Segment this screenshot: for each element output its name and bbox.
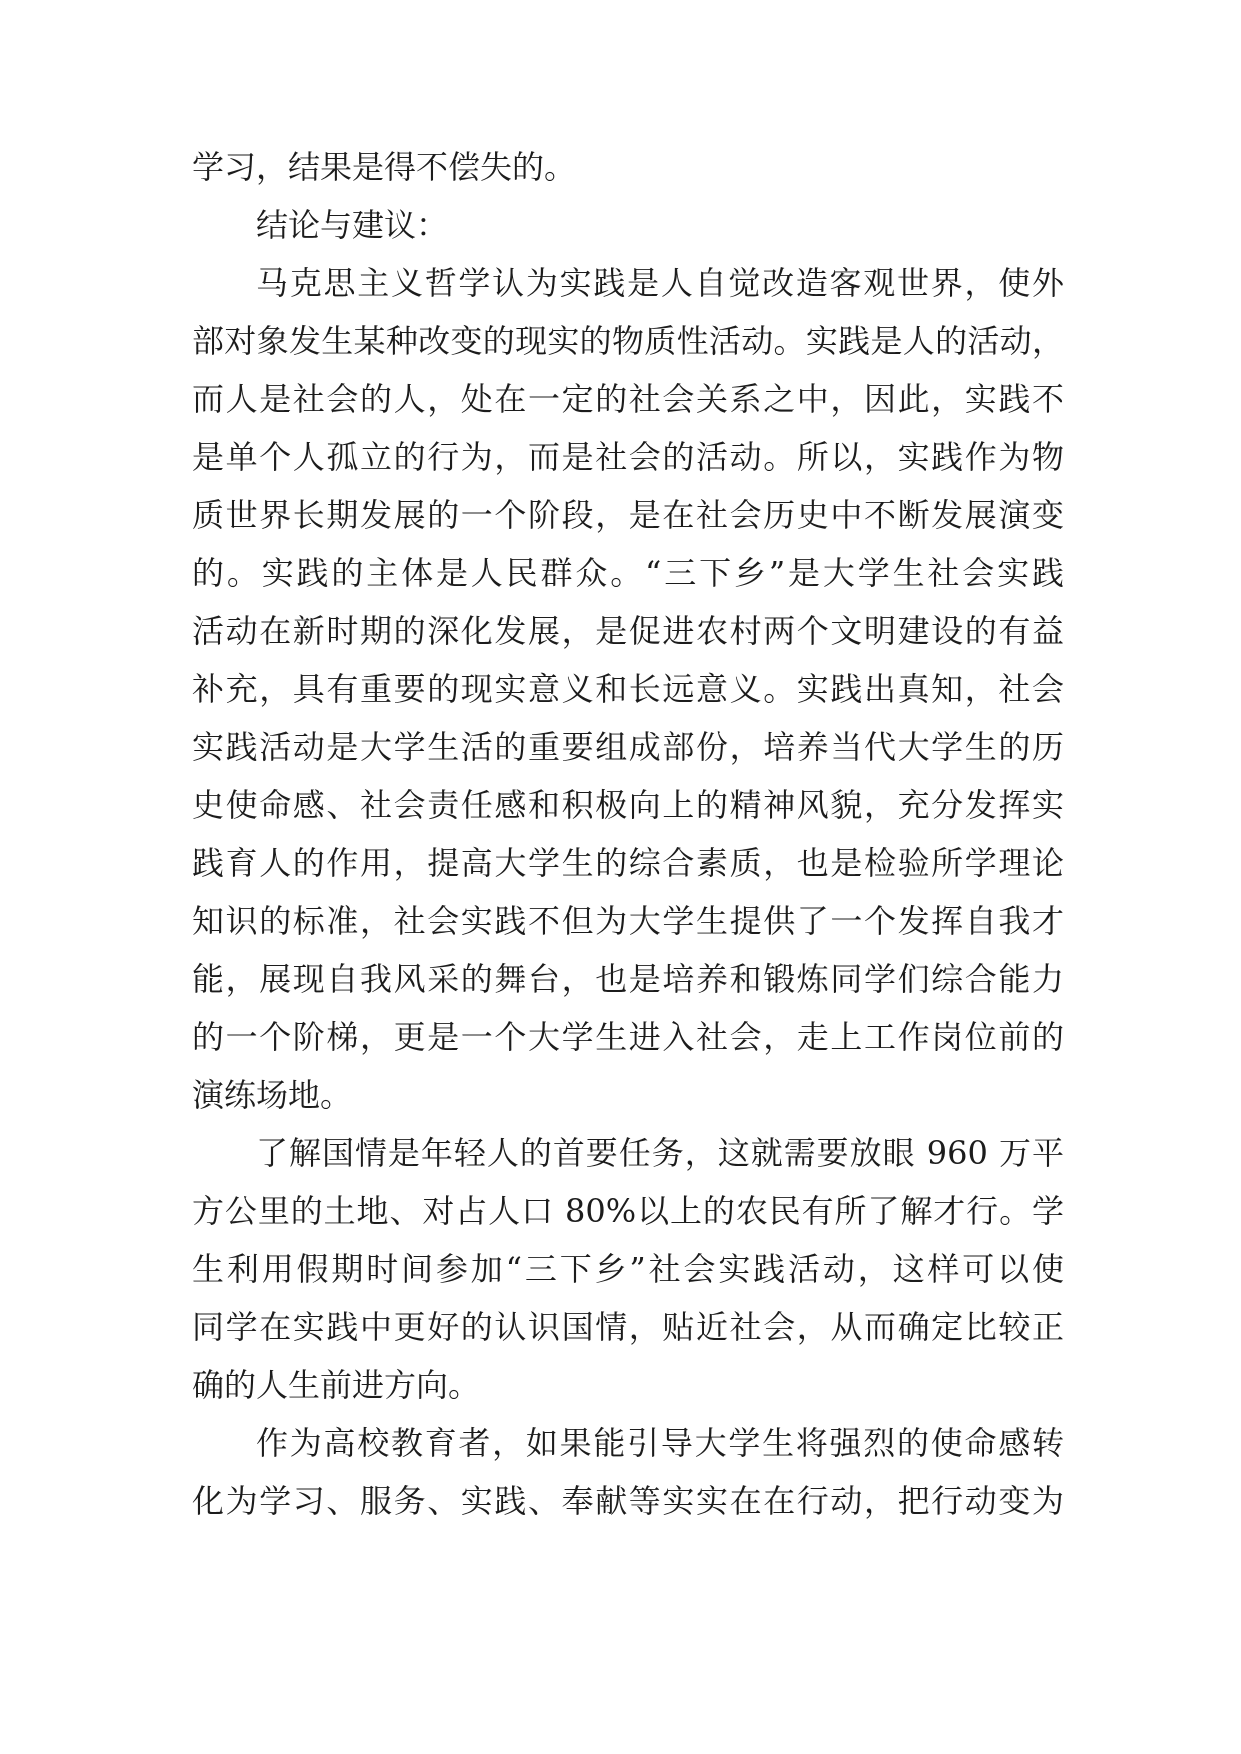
- paragraph-line: 生利用假期时间参加“三下乡”社会实践活动，这样可以使: [192, 1250, 1064, 1288]
- paragraph-line: 能，展现自我风采的舞台，也是培养和锻炼同学们综合能力: [192, 960, 1064, 998]
- paragraph-line: 补充，具有重要的现实意义和长远意义。实践出真知，社会: [192, 670, 1064, 708]
- paragraph-line: 了解国情是年轻人的首要任务，这就需要放眼 960 万平: [256, 1134, 1064, 1172]
- paragraph-line: 史使命感、社会责任感和积极向上的精神风貌，充分发挥实: [192, 786, 1064, 824]
- paragraph-line: 化为学习、服务、实践、奉献等实实在在行动，把行动变为: [192, 1482, 1064, 1520]
- paragraph-line: 活动在新时期的深化发展，是促进农村两个文明建设的有益: [192, 612, 1064, 650]
- paragraph-line: 马克思主义哲学认为实践是人自觉改造客观世界，使外: [256, 264, 1064, 302]
- paragraph-line: 的一个阶梯，更是一个大学生进入社会，走上工作岗位前的: [192, 1018, 1064, 1056]
- paragraph-line: 是单个人孤立的行为，而是社会的活动。所以，实践作为物: [192, 438, 1064, 476]
- paragraph-line: 践育人的作用，提高大学生的综合素质，也是检验所学理论: [192, 844, 1064, 882]
- paragraph-line: 部对象发生某种改变的现实的物质性活动。实践是人的活动，: [192, 322, 1064, 360]
- paragraph-line: 作为高校教育者，如果能引导大学生将强烈的使命感转: [256, 1424, 1064, 1462]
- paragraph-line: 质世界长期发展的一个阶段，是在社会历史中不断发展演变: [192, 496, 1064, 534]
- paragraph-line: 知识的标准，社会实践不但为大学生提供了一个发挥自我才: [192, 902, 1064, 940]
- section-heading: 结论与建议：: [256, 206, 449, 244]
- paragraph-line: 而人是社会的人，处在一定的社会关系之中，因此，实践不: [192, 380, 1064, 418]
- paragraph-line: 学习，结果是得不偿失的。: [192, 148, 577, 186]
- paragraph-line: 方公里的土地、对占人口 80%以上的农民有所了解才行。学: [192, 1192, 1064, 1230]
- paragraph-line: 的。实践的主体是人民群众。“三下乡”是大学生社会实践: [192, 554, 1064, 592]
- paragraph-line: 同学在实践中更好的认识国情，贴近社会，从而确定比较正: [192, 1308, 1064, 1346]
- paragraph-line: 实践活动是大学生活的重要组成部份，培养当代大学生的历: [192, 728, 1064, 766]
- paragraph-line: 演练场地。: [192, 1076, 353, 1114]
- paragraph-line: 确的人生前进方向。: [192, 1366, 481, 1404]
